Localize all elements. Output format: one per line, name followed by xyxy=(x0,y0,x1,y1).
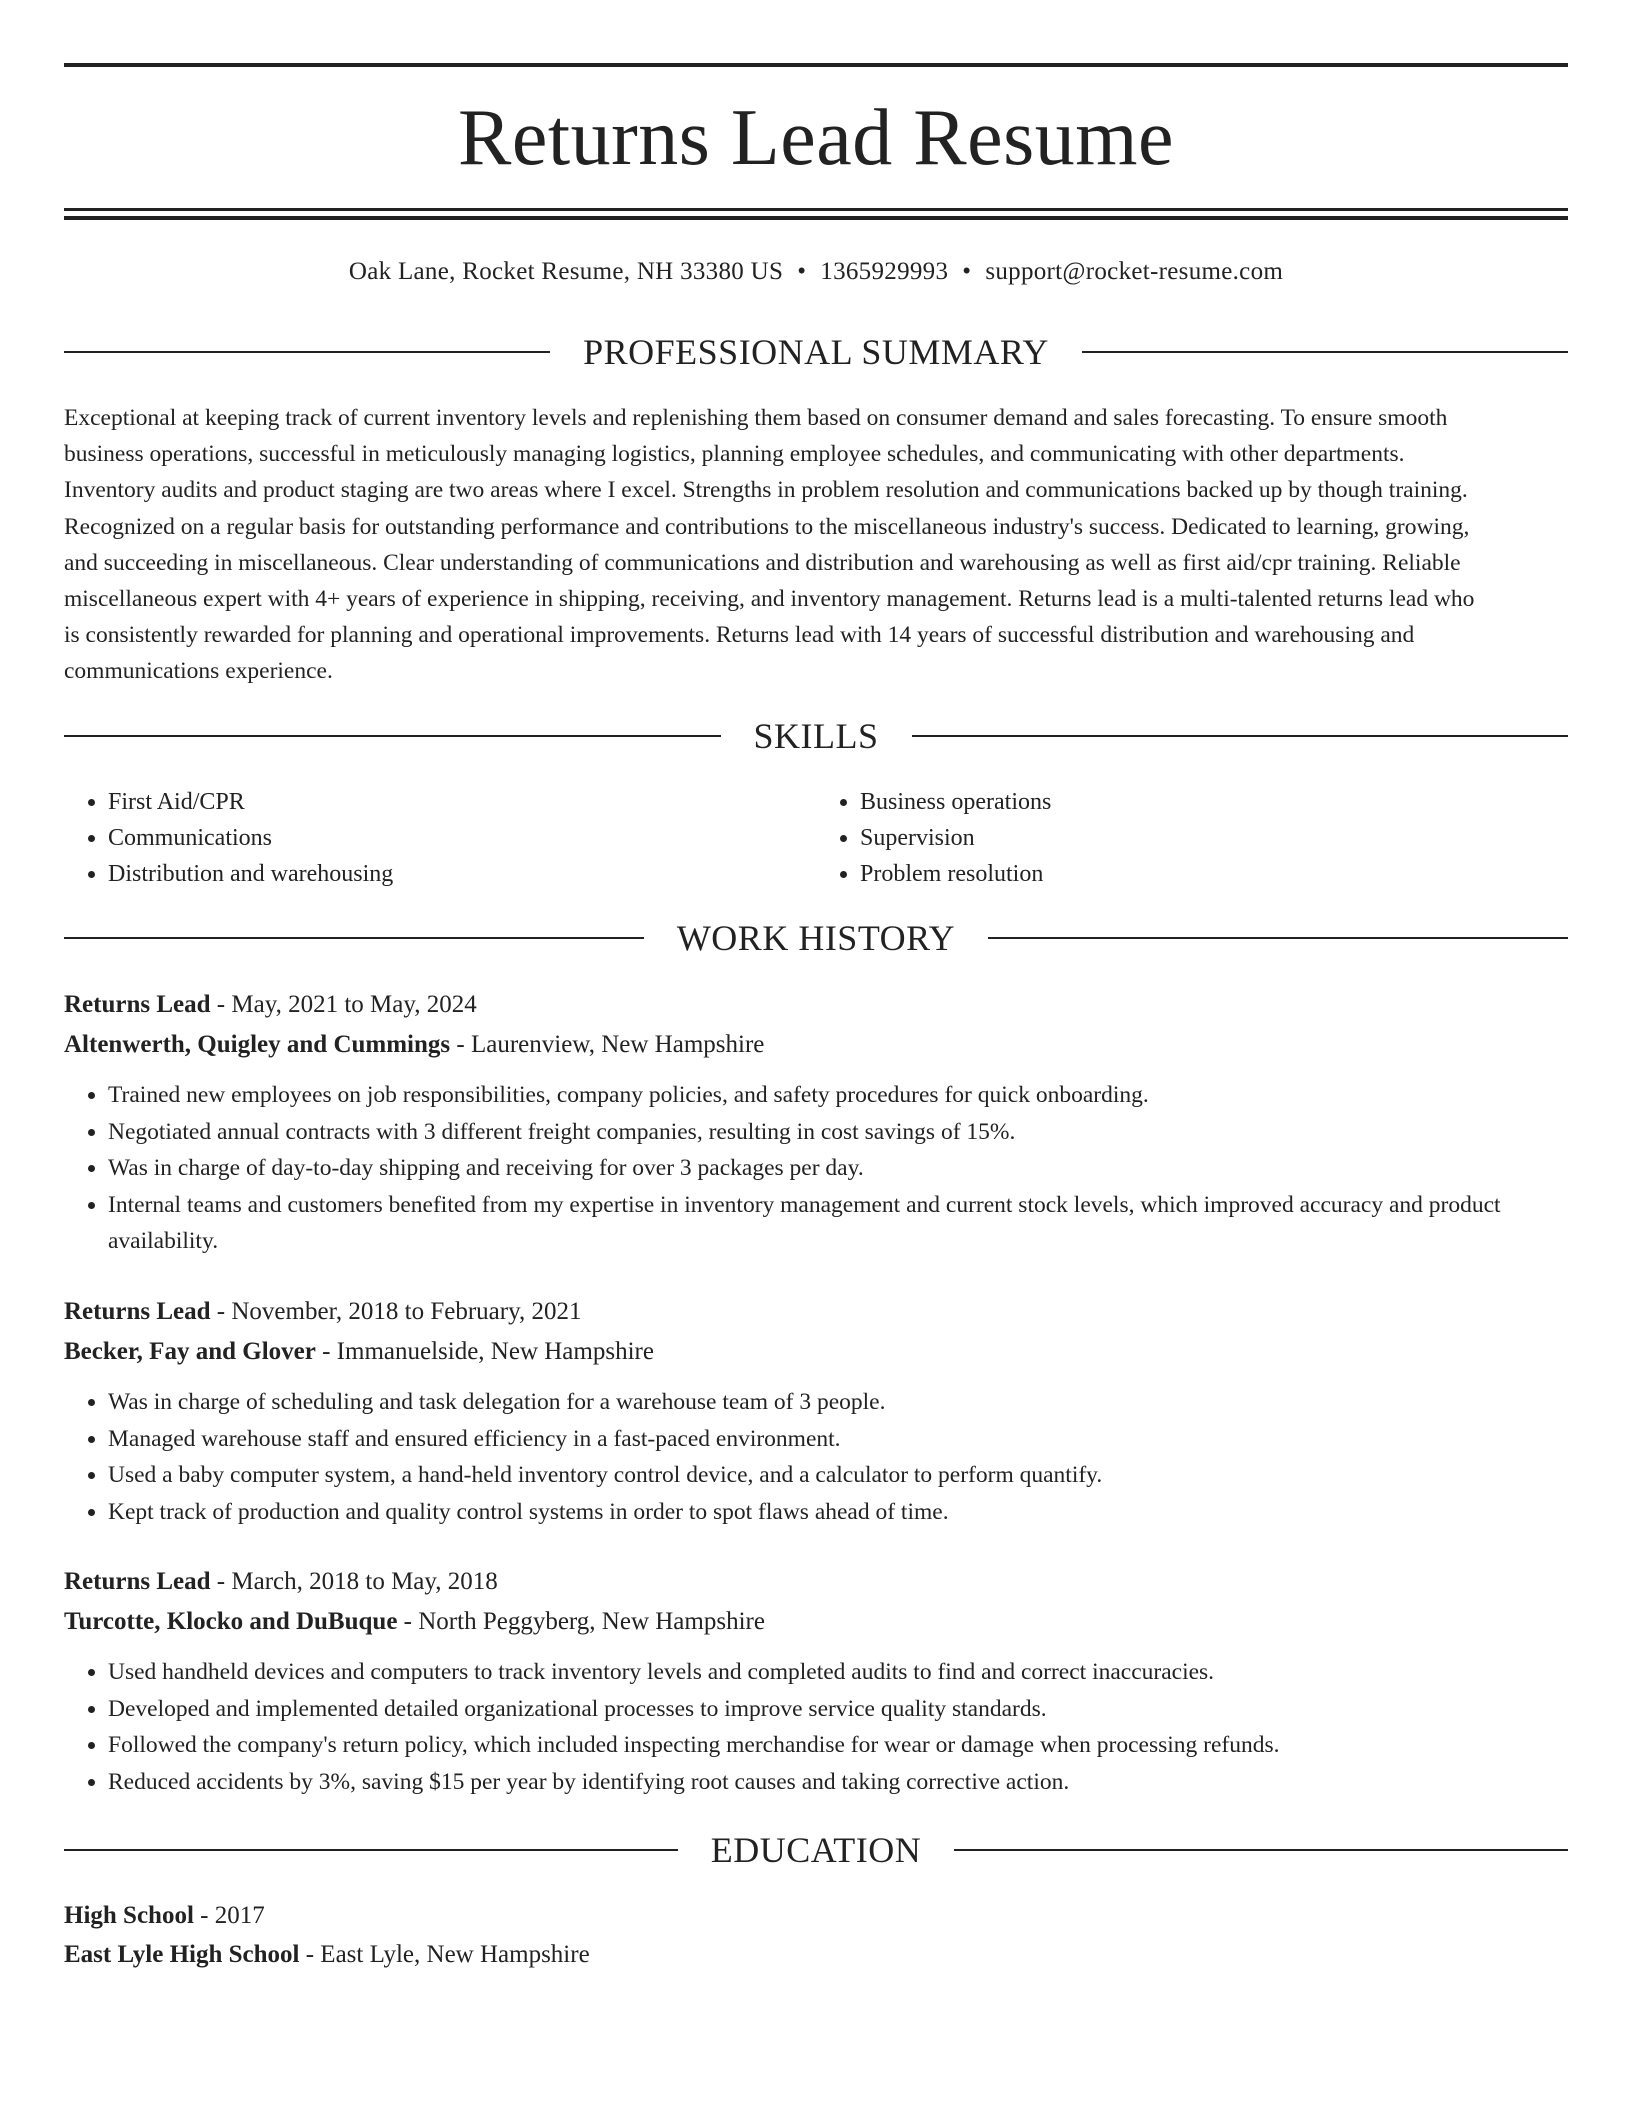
job-bullets xyxy=(64,1384,1568,1530)
skills-column-right xyxy=(816,784,1568,892)
job-bullets xyxy=(64,1077,1568,1260)
skill-item: • First Aid/CPR xyxy=(108,784,816,820)
skills-column-left xyxy=(64,784,816,892)
summary-line: is consistently rewarded for planning and operational improvements. Returns lead with 14 years of successful distribution and warehousing and xyxy=(64,622,1415,649)
job-company-row: Turcotte, Klocko and DuBuque - North Peggyberg, New Hampshire xyxy=(64,1608,765,1635)
job-title: Returns Lead xyxy=(64,1298,211,1325)
summary-line: business operations, successful in meticulously managing logistics, planning employee schedules, and communicating with other departments. xyxy=(64,441,1405,468)
education-location: East Lyle, New Hampshire xyxy=(320,1941,590,1968)
job-location: Laurenview, New Hampshire xyxy=(470,1031,765,1058)
skill-item: • Distribution and warehousing xyxy=(108,856,816,892)
education-school-row: East Lyle High School - East Lyle, New Hampshire xyxy=(64,1941,590,1968)
job-title: Returns Lead xyxy=(64,1568,211,1595)
job-company: Turcotte, Klocko and DuBuque xyxy=(64,1608,398,1635)
section-heading-summary xyxy=(64,332,1568,372)
contact-separator: • xyxy=(797,258,807,285)
job-entry xyxy=(64,985,1568,1260)
job-title-row: Returns Lead - March, 2018 to May, 2018 xyxy=(64,1568,498,1595)
summary-line: and succeeding in miscellaneous. Clear understanding of communications and distribution and warehousing as well as first aid/cpr training. Reliable xyxy=(64,549,1461,576)
resume-title: Returns Lead Resume xyxy=(458,94,1174,182)
job-company-row: Altenwerth, Quigley and Cummings - Laurenview, New Hampshire xyxy=(64,1031,765,1058)
skill-item: • Business operations xyxy=(860,784,1568,820)
job-dates: March, 2018 to May, 2018 xyxy=(231,1568,498,1595)
section-title-skills: SKILLS xyxy=(753,716,879,756)
skills-list xyxy=(64,784,1568,892)
section-heading-skills xyxy=(64,716,1568,756)
job-bullet: • Was in charge of scheduling and task delegation for a warehouse team of 3 people. xyxy=(108,1384,1568,1421)
summary-line: Inventory audits and product staging are two areas where I excel. Strengths in problem resolution and communications backed up by though training. xyxy=(64,477,1468,504)
job-bullet: • Used handheld devices and computers to track inventory levels and completed audits to find and correct inaccuracies. xyxy=(108,1654,1568,1691)
job-dates: November, 2018 to February, 2021 xyxy=(231,1298,582,1325)
summary-line: Exceptional at keeping track of current inventory levels and replenishing them based on consumer demand and sales forecasting. To ensure smooth xyxy=(64,405,1448,431)
job-location: Immanuelside, New Hampshire xyxy=(336,1338,654,1365)
job-title-row: Returns Lead - November, 2018 to February, 2021 xyxy=(64,1298,582,1325)
section-heading-education xyxy=(64,1830,1568,1870)
job-bullet: • Internal teams and customers benefited from my expertise in inventory management and current stock levels, which improved accuracy and product availability. xyxy=(108,1187,1568,1260)
job-bullet: • Followed the company's return policy, which included inspecting merchandise for wear or damage when processing refunds. xyxy=(108,1727,1568,1764)
skill-item: • Communications xyxy=(108,820,816,856)
section-heading-work xyxy=(64,918,1568,958)
contact-line xyxy=(64,254,1568,290)
education-school: East Lyle High School xyxy=(64,1941,300,1968)
job-bullet: • Negotiated annual contracts with 3 different freight companies, resulting in cost savings of 15%. xyxy=(108,1114,1568,1151)
job-bullets xyxy=(64,1654,1568,1800)
skill-item: • Supervision xyxy=(860,820,1568,856)
contact-phone: 1365929993 xyxy=(820,258,949,285)
job-title-row: Returns Lead - May, 2021 to May, 2024 xyxy=(64,991,477,1018)
education-entry xyxy=(64,1896,1568,1974)
section-title-work: WORK HISTORY xyxy=(676,918,956,958)
summary-line: Recognized on a regular basis for outstanding performance and contributions to the miscellaneous industry's success. Dedicated to learning, growing, xyxy=(64,513,1470,540)
job-bullet: • Used a baby computer system, a hand-held inventory control device, and a calculator to perform quantify. xyxy=(108,1457,1568,1494)
job-bullet: • Was in charge of day-to-day shipping and receiving for over 3 packages per day. xyxy=(108,1150,1568,1187)
education-degree: High School xyxy=(64,1902,194,1929)
job-title: Returns Lead xyxy=(64,991,211,1018)
professional-summary xyxy=(64,400,1568,690)
job-dates: May, 2021 to May, 2024 xyxy=(231,991,477,1018)
job-company: Becker, Fay and Glover xyxy=(64,1338,316,1365)
job-bullet: • Trained new employees on job responsibilities, company policies, and safety procedures for quick onboarding. xyxy=(108,1077,1568,1114)
title-double-rule xyxy=(64,208,1568,220)
job-entry xyxy=(64,1292,1568,1530)
contact-address: Oak Lane, Rocket Resume, NH 33380 US xyxy=(348,258,784,285)
job-bullet: • Reduced accidents by 3%, saving $15 per year by identifying root causes and taking corrective action. xyxy=(108,1764,1568,1801)
contact-separator: • xyxy=(962,258,972,285)
education-year: 2017 xyxy=(214,1902,265,1929)
job-entry xyxy=(64,1562,1568,1800)
skill-item: • Problem resolution xyxy=(860,856,1568,892)
job-company-row: Becker, Fay and Glover - Immanuelside, New Hampshire xyxy=(64,1338,654,1365)
education-degree-row: High School - 2017 xyxy=(64,1902,265,1929)
summary-line: miscellaneous expert with 4+ years of experience in shipping, receiving, and inventory management. Returns lead is a multi-talented returns lead who xyxy=(64,586,1475,613)
section-title-education: EDUCATION xyxy=(710,1830,922,1870)
contact-email: support@rocket-resume.com xyxy=(985,258,1284,285)
job-company: Altenwerth, Quigley and Cummings xyxy=(64,1031,451,1058)
job-bullet: • Developed and implemented detailed organizational processes to improve service quality standards. xyxy=(108,1691,1568,1728)
top-rule xyxy=(64,63,1568,67)
job-bullet: • Kept track of production and quality control systems in order to spot flaws ahead of time. xyxy=(108,1494,1568,1531)
section-title-summary: PROFESSIONAL SUMMARY xyxy=(583,332,1049,372)
summary-line: communications experience. xyxy=(64,658,333,685)
job-bullet: • Managed warehouse staff and ensured efficiency in a fast-paced environment. xyxy=(108,1421,1568,1458)
job-location: North Peggyberg, New Hampshire xyxy=(418,1608,765,1635)
